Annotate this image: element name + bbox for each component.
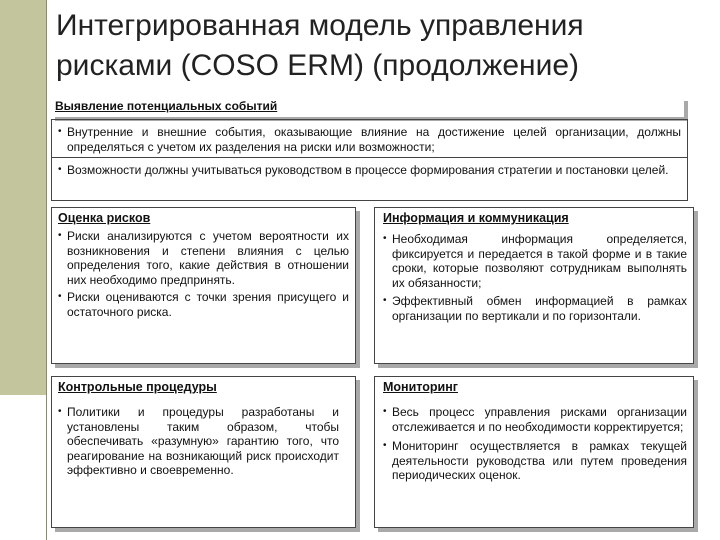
information-item: • Необходимая информация определяется, фиксируется и передается в такой форме и в такие сроки, которые позволяют сотрудникам выполнять их обязанности; xyxy=(383,232,687,290)
bullet-icon: • xyxy=(383,406,387,417)
events-box xyxy=(51,119,688,201)
events-header-box xyxy=(51,97,684,117)
information-item: • Эффективный обмен информацией в рамках организации по вертикали и по горизонтали. xyxy=(383,294,687,323)
events-item: • Возможности должны учитываться руководством в процессе формирования стратегии и постановки целей. xyxy=(58,163,669,177)
bullet-icon: • xyxy=(58,126,62,137)
risk-assessment-box xyxy=(51,207,356,364)
control-box xyxy=(51,376,356,528)
left-decor-line xyxy=(46,0,47,540)
information-header: Информация и коммуникация xyxy=(383,211,569,225)
monitoring-item: • Мониторинг осуществляется в рамках текущей деятельности руководства или путем проведения периодических оценок. xyxy=(383,439,687,482)
events-item: • Внутренние и внешние события, оказывающие влияние на достижение целей организации, должны определяться с учетом их разделения на риски или возможности; xyxy=(58,125,681,154)
monitoring-item: • Весь процесс управления рисками организации отслеживается и по необходимости корректируется; xyxy=(383,405,687,434)
bullet-icon: • xyxy=(58,230,62,241)
monitoring-box xyxy=(374,376,694,528)
risk-assessment-item: • Риски оцениваются с точки зрения присущего и остаточного риска. xyxy=(58,290,349,319)
risk-assessment-header: Оценка рисков xyxy=(58,211,151,225)
slide-title: Интегрированная модель управления рисками (COSO ERM) (продолжение) xyxy=(56,9,584,82)
control-item: • Политики и процедуры разработаны и установлены таким образом, чтобы обеспечивать «разумную» гарантию того, что реагирование на возникающий риск происходит эффективно и своевременно. xyxy=(58,405,339,477)
events-header: Выявление потенциальных событий xyxy=(55,99,278,113)
divider xyxy=(52,157,687,158)
bullet-icon: • xyxy=(383,233,387,244)
risk-assessment-item: • Риски анализируются с учетом вероятности их возникновения и степени влияния с целью определения того, какие действия в отношении них необходимо предпринять. xyxy=(58,229,349,287)
bullet-icon: • xyxy=(58,164,62,175)
left-decor-bar xyxy=(0,0,46,395)
information-box xyxy=(374,207,694,364)
bullet-icon: • xyxy=(383,440,387,451)
bullet-icon: • xyxy=(383,295,387,306)
bullet-icon: • xyxy=(58,291,62,302)
monitoring-header: Мониторинг xyxy=(383,380,458,394)
bullet-icon: • xyxy=(58,406,62,417)
control-header: Контрольные процедуры xyxy=(58,380,217,394)
